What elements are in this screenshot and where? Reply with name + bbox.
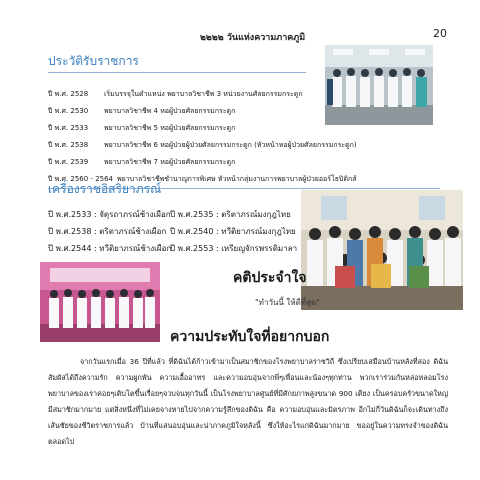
decoration-item: ปี พ.ศ.2540 : ทวีติยาภรณ์มงกุฎไทย [170, 227, 296, 236]
career-row [48, 89, 303, 100]
career-text: พยาบาลวิชาชีพ 5 หอผู้ป่วยศัลยกรรมกระดูก [104, 124, 236, 132]
decoration-item: ปี พ.ศ.2533 : จัตุรถาภรณ์ช้างเผือก [48, 210, 171, 219]
career-text: พยาบาลวิชาชีพ 6 หอผู้ป่วยผู้ป่วยศัลยกรรมกระดูก (หัวหน้าหอผู้ป่วยศัลยกรรมกระดูก) [104, 141, 357, 149]
page-number: 20 [433, 27, 447, 40]
page-header-title: ๒๒๒๒ วันแห่งความภาคภูมิ [200, 33, 306, 43]
decoration-item: ปี พ.ศ.2553 : เหรียญจักรพรรดิมาลา [170, 244, 298, 253]
career-year: ปี พ.ศ. 2528 [48, 90, 89, 98]
career-text: เริ่มบรรจุในตำแหน่ง พยาบาลวิชาชีพ 3 หน่วยงานศัลยกรรมกระดูก [104, 90, 303, 98]
motto-text: "ทำวันนี้ ให้ดีที่สุด" [255, 298, 320, 307]
career-text: พยาบาลวิชาชีพชำนาญการพิเศษ หัวหน้ากลุ่มงานการพยาบาลผู้ป่วยออร์โธปิดิกส์ [117, 175, 357, 183]
career-row [48, 140, 357, 151]
career-text: พยาบาลวิชาชีพ 4 หอผู้ป่วยศัลยกรรมกระดูก [104, 107, 236, 115]
career-year: ปี พ.ศ. 2560 - 2564 [48, 175, 114, 183]
career-text: พยาบาลวิชาชีพ 7 หอผู้ป่วยศัลยกรรมกระดูก [104, 158, 236, 166]
decoration-item: ปี พ.ศ.2544 : ทวีติยาภรณ์ช้างเผือก [48, 244, 172, 253]
career-heading: ประวัติรับราชการ [48, 54, 139, 68]
group-photo-hospital-ward [301, 190, 463, 310]
career-year: ปี พ.ศ. 2530 [48, 107, 89, 115]
decoration-item: ปี พ.ศ.2538 : ตริตาภรณ์ช้างเผือก [48, 227, 167, 236]
decoration-item: ปี พ.ศ.2535 : ตริตาภรณ์มงกุฎไทย [170, 210, 291, 219]
career-row [48, 157, 235, 168]
career-row [48, 106, 235, 117]
impression-paragraph: จากวันแรกเมื่อ 36 ปีที่แล้ว ที่ดิฉันได้ก้าวเข้ามาเป็นสมาชิกของโรงพยาบาลราชวิถี ซึ่งเปรียบเสมือนบ้านหลังที่สอง ดิฉันสัมผัสได้ถึงความรัก ความผูกพัน ความเอื้ออาทร และความอบอุ่นจากพี่ๆเพื่อนและน้องๆทุกท่าน พวกเราร่วมกันหล่อหลอมโรงพยาบาลของเราค่อยๆเติบโตขึ้นเรื่อยๆจวบจนทุกวันนี้ เป็นโรงพยาบาลศูนย์ที่มีศักยภาพสูงขนาด 900 เตียง เป็นครอบครัวขนาดใหญ่ มีสมาชิกมากมาย แต่สิ่งหนึ่งที่ไม่เคยจางหายไปจากความรู้สึกของดิฉัน คือ ความอบอุ่นและมิตรภาพ อีกไม่กี่วันดิฉันก็จะเดินทางถึงเส้นชัยของชีวิตราชการแล้ว บ้านที่แสนอบอุ่นและน่าภาคภูมิใจหลังนี้ ซึ่งให้อะไรแก่ดิฉันมากมาย ขออยู่ในความทรงจำของดิฉันตลอดไป [48, 357, 448, 446]
motto-title: คติประจำใจ [233, 270, 307, 286]
career-year: ปี พ.ศ. 2533 [48, 124, 89, 132]
career-heading-rule [48, 72, 306, 73]
impression-title: ความประทับใจที่อยากบอก [170, 329, 330, 345]
group-photo-nurses-corridor [325, 45, 433, 125]
career-year: ปี พ.ศ. 2538 [48, 141, 89, 149]
career-year: ปี พ.ศ. 2539 [48, 158, 89, 166]
decorations-heading: เครื่องราชอิสริยาภรณ์ [48, 182, 162, 196]
career-row [48, 123, 235, 134]
group-photo-nurses-banner [40, 262, 160, 342]
